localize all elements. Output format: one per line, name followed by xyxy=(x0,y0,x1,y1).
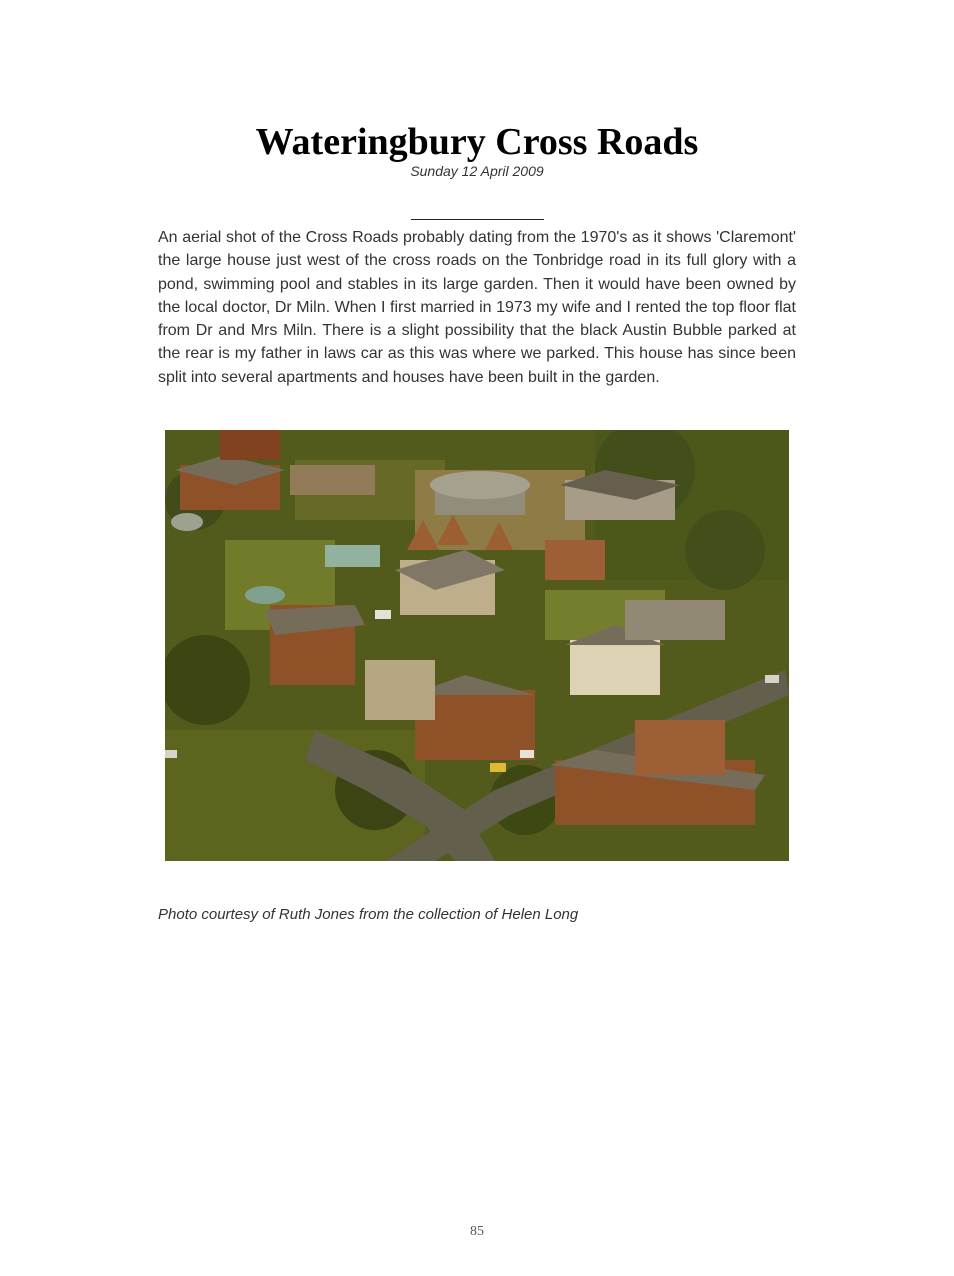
aerial-photo xyxy=(165,430,789,861)
body-paragraph: An aerial shot of the Cross Roads probably dating from the 1970's as it shows 'Claremont' the large house just west of the cross roads on the Tonbridge road in its full glory with a pond, swimming pool and stables in its large garden. Then it would have been owned by the local doctor, Dr Miln. When I first married in 1973 my wife and I rented the top floor flat from Dr and Mrs Miln. There is a slight possibility that the black Austin Bubble parked at the rear is my father in laws car as this was where we parked. This house has since been split into several apartments and houses have been built in the garden. xyxy=(158,229,796,386)
page-number: 85 xyxy=(470,1224,484,1239)
photo-caption: Photo courtesy of Ruth Jones from the collection of Helen Long xyxy=(158,906,579,923)
post-date: Sunday 12 April 2009 xyxy=(410,163,544,179)
title-divider xyxy=(411,219,544,220)
page-title: Wateringbury Cross Roads xyxy=(255,121,699,163)
